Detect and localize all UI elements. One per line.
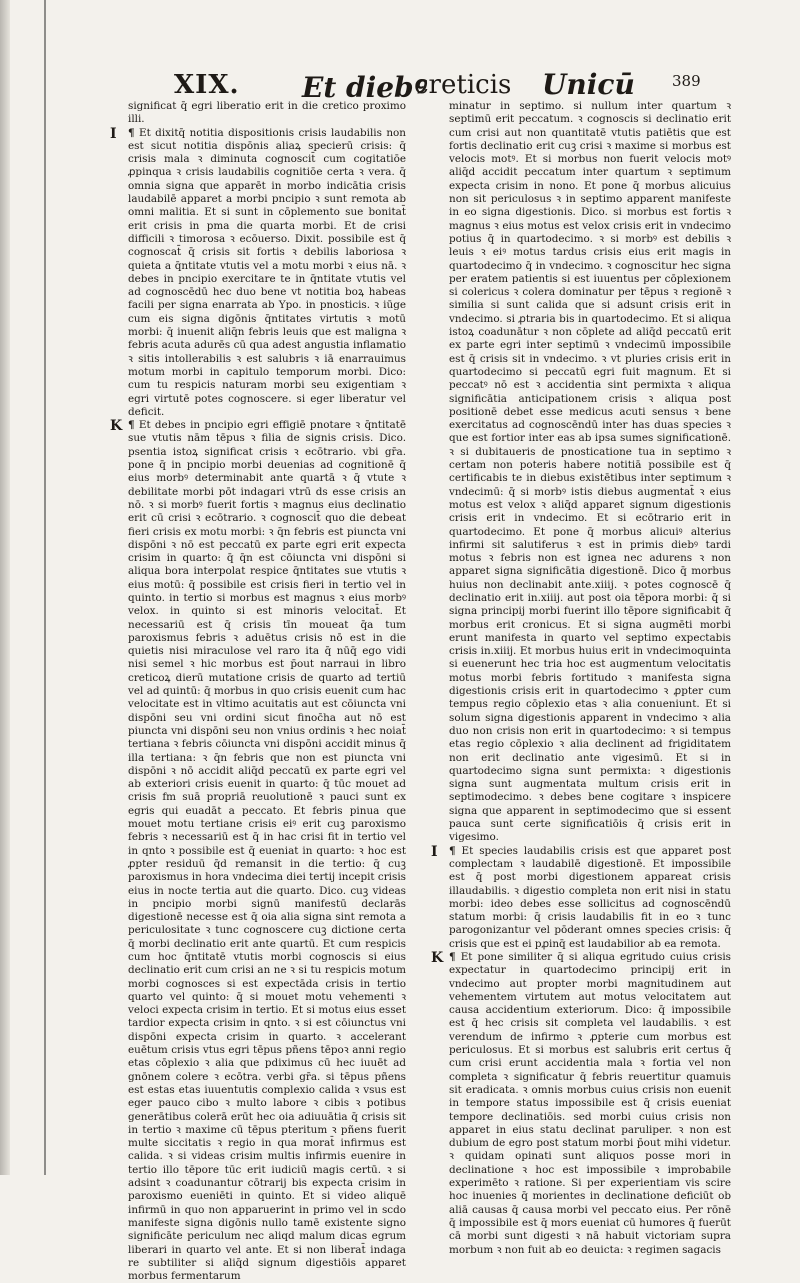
pilcrow-icon: ¶	[449, 951, 456, 963]
paragraph	[128, 100, 406, 127]
pilcrow-icon: ¶	[449, 844, 456, 857]
chapter-number: XIX.	[174, 70, 240, 100]
paragraph	[110, 125, 407, 420]
margin-letter: K	[431, 950, 444, 966]
paragraph-text: Et pone similiter q̄ si aliqua egritudo cuius crisis expectatur in quartodecimo principij erit in vndecimo aut propter morbi magnitudinem aut vehementem virtutem aut motus velocitatem aut causa accidentium exteriorum. Dico: q̄ impossibile est q̄ hec crisis sit completa vel laudabilis. ꝛ est verendum de infirmo ꝛ ꝓpterie cum morbus est periculosus. Et si morbus est salubris erit certus q̄ cum crisi erunt accidentia mala ꝛ fortia vel non completa ꝛ significatur q̄ febris reuertitur quamuis sit eradicata. ꝛ omnis morbus cuius crisis non euenit in tempore status impossibile est q̄ crisis eueniat tempore declinatiōis. sed morbi cuius crisis non apparet in eius statu declinat paruliper. ꝛ non est dubium de egro post statum morbi p̄out mihi videtur. ꝛ quidam opinati sunt aliquos posse mori in declinatione ꝛ hoc est impossibile ꝛ improbabile experimēto ꝛ ratione. Si per experientiam vis scire hoc inuenies q̄ morientes in declinatione deficiūt ob aliā causas q̄ causa morbi vel peccato eius. Per rōnē q̄ impossibile est q̄ mors eueniat cū humores q̄ fuerūt cā morbi sunt digesti ꝛ nā habuit victoriam supra morbum ꝛ non fuit ab eo deuicta: ꝛ regimen sagacis	[449, 951, 731, 1256]
folio-number: 389	[672, 72, 701, 90]
paragraph	[110, 418, 406, 1283]
pilcrow-icon: ¶	[128, 419, 135, 432]
running-title-left: Et diebꝰ	[302, 71, 425, 104]
paragraph	[431, 950, 731, 1257]
margin-letter: I	[431, 843, 438, 860]
gutter-line	[44, 0, 46, 1175]
running-title-center: creticis	[414, 70, 512, 100]
text-column-left	[110, 100, 407, 1283]
paragraph-text: Et debes in pncipio egri effigiē pnotare ꝛ q̄ntitatē sue vtutis nām tēpus ꝛ filia de signis crisis. Dico. psentia istoꝝ significat crisis ꝛ ecōtrario. vbi gr̄a. pone q̄ in pncipio morbi deuenias ad cognitionē q̄ eius morbꝰ determinabit ante quartā ꝛ q̄ vtute ꝛ debilitate morbi pōt indagari vtrū ds esse crisis an nō. ꝛ si morbꝰ fuerit fortis ꝛ magnus eius declinatio erit cū crisi ꝛ ecōtrario. ꝛ cognoscit̄ quo die debeat fieri crisis ex motu morbi: ꝛ q̄n febris est piuncta vni dispōni ꝛ nō est peccatū ex parte egri erit expecta crisim in quarto: q̄ q̄n est cōiuncta vni dispōni si aliqua bora interpolat respice q̄ntitates sue vtutis ꝛ eius motū: q̄ possibile est crisis fieri in tertio vel in quinto. in tertio si morbus est magnus ꝛ eius morbꝰ velox. in quinto si est minoris velocitat̄. Et necessariū est q̄ crisis tīn moueat q̄a tum paroxismus febris ꝛ aduētus crisis nō est in die quietis nisi miraculose vel raro ita q̄ nūq̄ ego vidi nisi semel ꝛ hic morbus est p̄out narraui in libro creticoꝝ dierū mutatione crisis de quarto ad tertiū vel ad quintū: q̄ morbus in quo crisis euenit cum hac velocitate est in vltimo acuitatis aut est cōiuncta vni dispōni seu vni ordini sicut finoc̄ha aut nō est piuncta vni dispōni seu non vnius ordinis ꝛ hec noiat̄ tertiana ꝛ febris cōiuncta vni dispōni accidit minus q̄ illa tertiana: ꝛ q̄n febris que non est piuncta vni dispōni ꝛ nō accidit aliq̄d peccatū ex parte egri vel ab exteriori crisis euenit in quarto: q̄ tūc mouet ad crisis fm suā propriā reuolutionē ꝛ pauci sunt ex egris qui euadāt a peccato. Et febris pinua que mouet motu tertiane crisis eiꝰ erit cuꝫ paroxismo febris ꝛ necessariū est q̄ in hac crisi fit in tertio vel in qnto ꝛ possibile est q̄ eueniat in quarto: ꝛ hoc est ꝓpter residuū q̄d remansit in die tertio: q̄ cuꝫ paroxismus in hora vndecima diei tertij incepit crisis eius in nocte tertia aut die quarto. Dico. cuꝫ videas in pncipio morbi signū manifestū declarās digestionē necesse est q̄ oia alia signa sint remota a periculositate ꝛ tunc cognoscere cuꝫ dictione certa q̄ morbi declinatio erit ante quartū. Et cum respicis cum hoc q̄ntitatē vtutis morbi cognoscis si eius declinatio erit cum crisi an ne ꝛ si tu respicis motum morbi cognosces si est expectāda crisis in tertio quarto vel quinto: q̄ si mouet motu vehementi ꝛ veloci expecta crisim in tertio. Et si motus eius esset tardior expecta crisim in qnto. ꝛ si est cōiunctus vni dispōni expecta crisim in quarto. ꝛ accelerant euētum crisis vtus egri tēpus pñens tēpoꝛ anni regio etas cōplexio ꝛ alia que pdiximus cū hec iuuēt ad gnōnem colere ꝛ ecōtra. verbi gr̄a. si tēpus pñens est estas etas iuuentutis complexio calida ꝛ vsus est eger pauco cibo ꝛ multo labore ꝛ cibis ꝛ potibus generātibus colerā erūt hec oia adiuuātia q̄ crisis sit in tertio ꝛ maxime cū tēpus pteritum ꝛ pñens fuerit multe siccitatis ꝛ regio in qua morat̄ infirmus est calida. ꝛ si videas crisim multis infirmis euenire in tertio illo tēpore tūc erit iudiciū magis certū. ꝛ si adsint ꝛ coadunantur cōtrarij bis expecta crisim in paroxismo eueniēti in quinto. Et si video aliquē infirmū in quo non apparuerint in primo vel in scdo manifeste signa digōnis nullo tamē existente signo significāte periculum nec aliqd malum dicas egrum liberari in quarto vel ante. Et si non liberat̄ indaga re subtiliter si aliq̄d signum digestiōis apparet morbus fermentarum	[128, 419, 406, 1283]
paragraph-text: minatur in septimo. si nullum inter quartum ꝛ septimū erit peccatum. ꝛ cognoscis si declinatio erit cum crisi aut non quantitatē vtutis patiētis que est fortis declinatio erit cuꝫ crisi ꝛ maxime si morbus est velocis motꝰ. Et si morbus non fuerit velocis motꝰ aliq̄d accidit peccatum inter quartum ꝛ septimum expecta crisim in nono. Et pone q̄ morbus alicuius non sit periculosus ꝛ in septimo apparent manifeste in eo signa digestionis. Dico. si morbus est fortis ꝛ magnus ꝛ eius motus est velox crisis erit in vndecimo potius q̄ in quartodecimo. ꝛ si morbꝰ est debilis ꝛ leuis ꝛ eiꝰ motus tardus crisis eius erit magis in quartodecimo q̄ in vndecimo. ꝛ cognoscitur hec signa per eratem patientis si est iuuentus per cōplexionem si colericus ꝛ colera dominatur per tēpus ꝛ regionē ꝛ similia si sunt calida que si adsunt crisis erit in vndecimo. si ꝓtraria bis in quartodecimo. Et si aliqua istoꝝ coadunātur ꝛ non cōplete ad aliq̄d peccatū erit ex parte egri inter septimū ꝛ vndecimū impossibile est q̄ crisis sit in vndecimo. ꝛ vt pluries crisis erit in quartodecimo si peccatū egri fuit magnum. Et si peccatꝰ nō est ꝛ accidentia sint permixta ꝛ aliqua significātia anticipationem crisis ꝛ aliqua post positionē debet esse medicus acuti sensus ꝛ bene exercitatus ad cognoscēndū inter has duas species ꝛ que est fortior inter eas ab ipsa sumes significationē. ꝛ si dubitaueris de pnosticatione tua in septimo ꝛ certam non poteris habere notitiā possibile est q̄ certificabis te in diebus existētibus inter septimum ꝛ vndecimū: q̄ si morbꝰ istis diebus augmentat̄ ꝛ eius motus est velox ꝛ aliq̄d apparet signum digestionis crisis erit in vndecimo. Et si ecōtrario erit in quartodecimo. Et pone q̄ morbus alicuiꝰ alterius infirmi sit salutiferus ꝛ est in primis diebꝰ tardi motus ꝛ febris non est ignea nec adurens ꝛ non apparet signa significātia digestionē. Dico q̄ morbus huius non declinabit ante.xiiij. ꝛ potes cognoscē q̄ declinatio erit in.xiiij. aut post oia tēpora morbi: q̄ si signa principij morbi fuerint illo tēpore significabit q̄ morbus erit cronicus. Et si signa augmēti morbi erunt manifesta in quarto vel septimo expectabis crisis in.xiiij. Et morbus huius erit in vndecimoquinta si euenerunt hec tria hoc est augmentum velocitatis motus morbi febris fortitudo ꝛ manifesta signa digestionis crisis erit in quartodecimo ꝛ ꝓpter cum tempus regio cōplexio etas ꝛ alia conueniunt. Et si solum signa digestionis apparent in vndecimo ꝛ alia duo non crisis non erit in quartodecimo: ꝛ si tempus etas regio cōplexio ꝛ alia declinent ad frigiditatem non erit declinatio ante vigesimū. Et si in quartodecimo signa sunt permixta: ꝛ digestionis signa sunt augmentata multum crisis erit in septimodecimo. ꝛ debes bene cogitare ꝛ inspicere signa que apparent in septimodecimo que si essent pauca sunt certe significatiōis q̄ crisis erit in vigesimo.	[449, 100, 731, 844]
paragraph-text: significat q̄ egri liberatio erit in die cretico proximo illi.	[128, 100, 406, 126]
margin-letter: K	[110, 418, 123, 435]
paragraph-text: Et dixitq̄ notitia dispositionis crisis laudabilis non est sicut notitia dispōnis aliaꝝ specierū crisis: q̄ crisis mala ꝛ diminuta cognoscit̄ cum cogitatiōe ꝓpinqua ꝛ crisis laudabilis cognitiōe certa ꝛ vera. q̄ omnia signa que apparēt in morbo indicātia crisis laudabilē apparet a morbi pncipio ꝛ sunt remota ab omni malitia. Et si sunt in cōplemento sue bonitat̄ erit crisis in pma die quarta morbi. Et de crisi difficili ꝛ timorosa ꝛ ecōuerso. Dixit. possibile est q̄ cognoscat̄ q̄ crisis sit fortis ꝛ debilis laboriosa ꝛ quieta a q̄ntitate vtutis vel a motu morbi ꝛ eius nā. ꝛ debes in pncipio exercitare te in q̄ntitate vtutis vel ad cognoscēdū hec duo bene vt notitia boꝝ habeas facili per signa enarrata ab Ypo. in pnosticis. ꝛ iūge cum eis signa digōnis q̄ntitates virtutis ꝛ motū morbi: q̄ inuenit aliq̄n febris leuis que est maligna ꝛ febris acuta adurēs cū qua adest angustia inflamatio ꝛ sitis intollerabilis ꝛ est salubris ꝛ iā enarrauimus motum morbi in capitulo temporum morbi. Dico: cum tu respicis naturam morbi seu exigentiam ꝛ egri virtutē potes cognoscere. si eger liberatur vel deficit.	[128, 126, 407, 418]
paragraph	[449, 100, 731, 845]
margin-letter: I	[110, 125, 117, 142]
pilcrow-icon: ¶	[128, 126, 135, 139]
page-edge	[0, 0, 10, 1175]
text-column-right	[431, 100, 731, 1257]
paragraph-text: Et species laudabilis crisis est que apparet post complectam ꝛ laudabilē digestionē. Et impossibile est q̄ post morbi digestionem appareat crisis illaudabilis. ꝛ digestio completa non erit nisi in statu morbi: ideo debes esse sollicitus ad cognoscēndū statum morbi: q̄ crisis laudabilis fit in eo ꝛ tunc parogonizantur vel pōderant omnes species crisis: q̄ crisis que est ei pꝓinq̄ est laudabilior ab ea remota.	[449, 844, 731, 950]
paragraph	[431, 843, 731, 951]
running-title-right: Unicū	[542, 68, 635, 101]
